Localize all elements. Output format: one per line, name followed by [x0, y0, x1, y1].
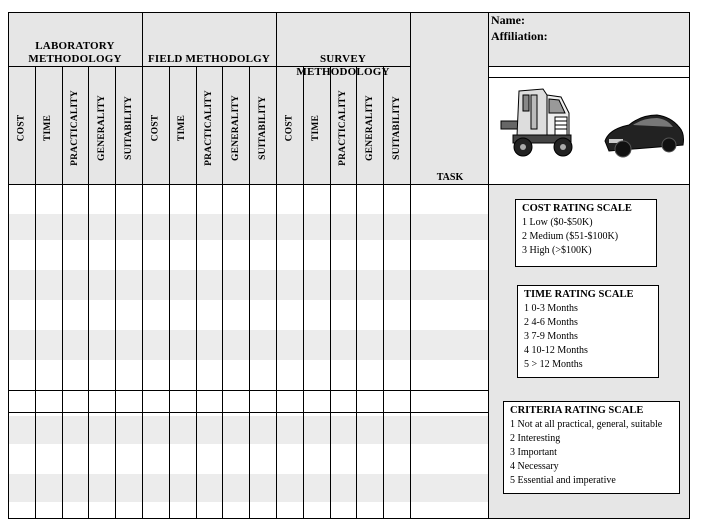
row-divider: [8, 412, 488, 413]
column-header-label: SUITABILITY: [123, 96, 134, 160]
time-scale-item: 2 4-6 Months: [524, 317, 578, 328]
column-header-label: PRACTICALITY: [338, 90, 348, 166]
cost-scale-item: 3 High (>$100K): [522, 245, 592, 256]
column-header-field-cost: [143, 74, 167, 184]
column-header-label: GENERALITY: [230, 95, 241, 161]
time-scale-item: 5 > 12 Months: [524, 359, 583, 370]
vehicle-illustrations: [489, 77, 689, 181]
column-header-label: COST: [150, 114, 161, 142]
column-header-label: TIME: [43, 114, 54, 142]
time-scale-item: 3 7-9 Months: [524, 331, 578, 342]
criteria-scale-title: CRITERIA RATING SCALE: [510, 405, 644, 416]
column-header-laboratory-suitability: [117, 74, 141, 184]
header-bottom-rule: [8, 184, 690, 185]
truck-icon: [493, 81, 593, 171]
criteria-scale-item: 5 Essential and imperative: [510, 475, 616, 486]
column-header-laboratory-cost: [9, 74, 33, 184]
time-scale-title: TIME RATING SCALE: [524, 289, 634, 300]
border-bottom: [8, 518, 690, 519]
column-header-label: SUITABILITY: [257, 96, 268, 160]
column-header-survey-cost: [277, 74, 301, 184]
laboratory-header-line1: LABORATORY: [35, 40, 115, 52]
column-header-label: GENERALITY: [364, 95, 375, 161]
task-column-header: TASK: [436, 172, 464, 183]
cost-rating-scale: [515, 199, 657, 267]
column-header-label: TIME: [177, 114, 188, 142]
row-band: [8, 474, 488, 502]
survey-group-header: SURVEY METHODOLOGY: [296, 53, 390, 78]
border-right: [689, 12, 690, 519]
criteria-scale-item: 3 Important: [510, 447, 557, 458]
column-header-field-suitability: [251, 74, 275, 184]
column-header-label: COST: [16, 114, 27, 142]
time-scale-item: 4 10-12 Months: [524, 345, 588, 356]
cost-scale-item: 2 Medium ($51-$100K): [522, 231, 619, 242]
name-label: Name:: [491, 13, 525, 27]
task-column-rule: [488, 12, 489, 519]
column-header-label: COST: [284, 114, 295, 142]
criteria-rating-scale: [503, 401, 680, 494]
criteria-scale-item: 2 Interesting: [510, 433, 561, 444]
row-band: [8, 416, 488, 444]
row-band: [8, 330, 488, 360]
row-divider: [8, 390, 488, 391]
laboratory-group-header: [8, 40, 142, 66]
row-band: [8, 214, 488, 240]
border-top: [8, 12, 690, 13]
column-header-laboratory-time: [36, 74, 60, 184]
column-header-label: PRACTICALITY: [204, 90, 214, 166]
column-header-label: GENERALITY: [96, 95, 107, 161]
affiliation-label: Affiliation:: [491, 29, 548, 43]
column-header-survey-time: [304, 74, 328, 184]
cost-scale-item: 1 Low ($0-$50K): [522, 217, 593, 228]
criteria-scale-item: 4 Necessary: [510, 461, 559, 472]
column-header-survey-generality: [358, 74, 382, 184]
criteria-scale-item: 1 Not at all practical, general, suitable: [510, 419, 663, 430]
column-header-survey-practicality: [331, 74, 355, 184]
row-band: [8, 270, 488, 300]
picture-top-rule: [488, 77, 690, 78]
column-header-label: TIME: [311, 114, 322, 142]
car-icon: [599, 101, 689, 171]
column-header-field-practicality: [197, 74, 221, 184]
column-header-label: PRACTICALITY: [70, 90, 80, 166]
field-group-header: FIELD METHODOLGY: [147, 53, 271, 65]
cost-scale-title: COST RATING SCALE: [522, 203, 632, 214]
laboratory-header-line2: METHODOLOGY: [28, 53, 122, 65]
time-rating-scale: [517, 285, 659, 378]
time-scale-item: 1 0-3 Months: [524, 303, 578, 314]
column-header-survey-suitability: [385, 74, 409, 184]
column-header-field-time: [170, 74, 194, 184]
column-header-laboratory-practicality: [63, 74, 87, 184]
column-header-field-generality: [224, 74, 248, 184]
column-rule: [410, 12, 411, 518]
column-header-laboratory-generality: [90, 74, 114, 184]
name-panel-rule: [488, 66, 690, 67]
column-header-label: SUITABILITY: [391, 96, 402, 160]
